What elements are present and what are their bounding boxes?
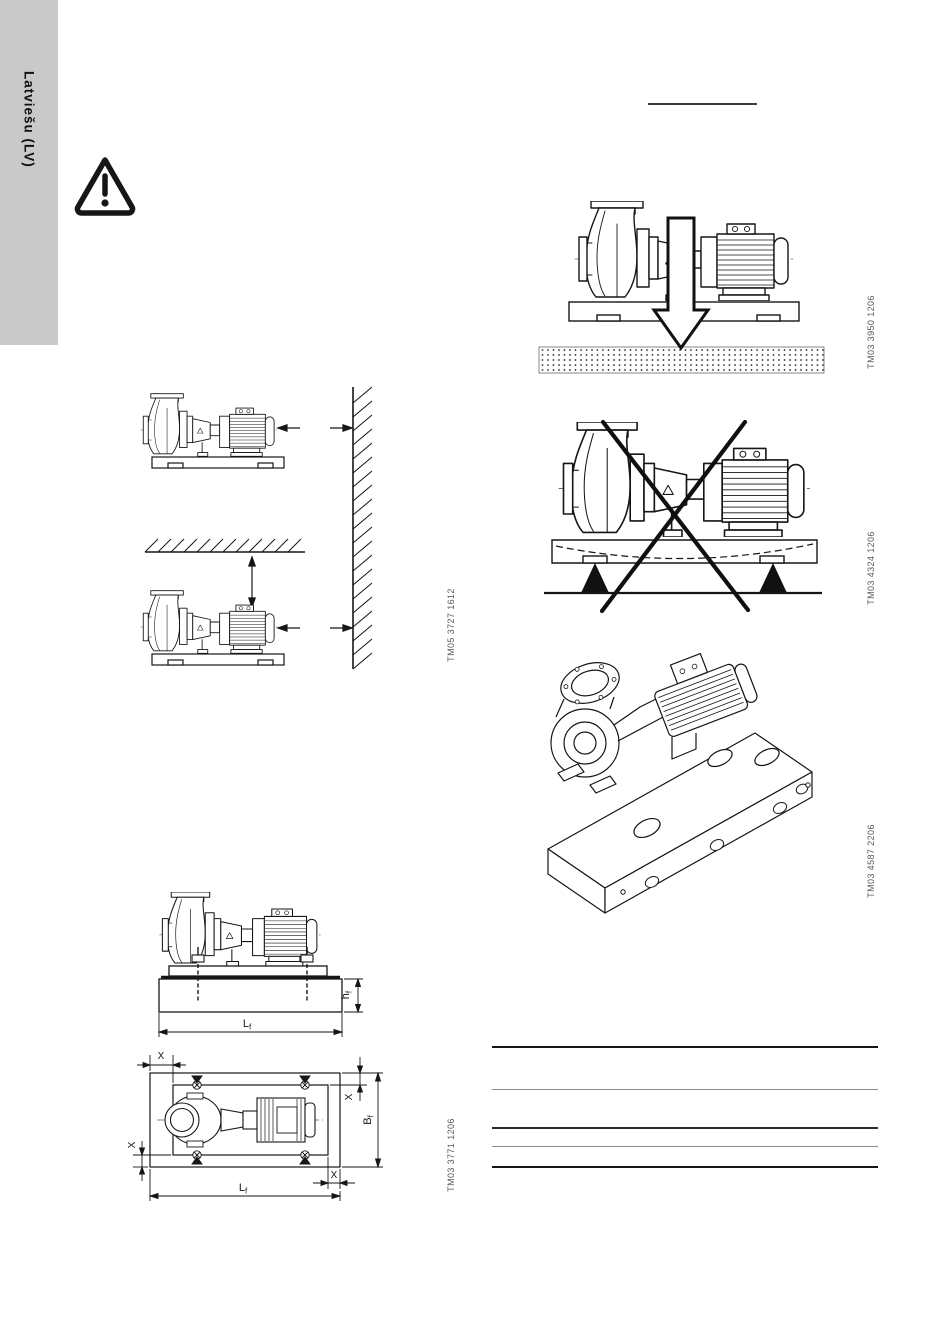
language-tab-label: Latviešu (LV) — [21, 71, 37, 168]
figure-warped-baseplate — [530, 413, 835, 619]
dim-label-lf: $L_f$ — [242, 1018, 252, 1032]
clearance-arrow-top — [278, 425, 352, 431]
dimension-lf — [150, 1169, 340, 1201]
dimension-lf — [159, 1013, 342, 1037]
language-tab — [0, 0, 58, 345]
table-rule — [492, 1146, 878, 1147]
figure-code: TM03 4324 1206 — [866, 531, 876, 605]
dim-label-x: X — [344, 1093, 355, 1101]
figure-foundation-side — [125, 885, 380, 1043]
ceiling-hatch — [145, 539, 305, 552]
figure-foundation-plan — [125, 1045, 393, 1207]
pump-top-view — [157, 1093, 323, 1147]
dim-label-lf: $L_f$ — [238, 1182, 248, 1196]
foundation-block — [159, 979, 342, 1012]
dim-label-x: X — [127, 1141, 138, 1149]
dimension-hf — [340, 979, 363, 1012]
pump-bottom-drawing — [141, 591, 284, 665]
dimension-x-top-left — [137, 1051, 186, 1083]
figure-lowering — [535, 188, 837, 376]
figure-code: TM03 3950 1206 — [866, 295, 876, 369]
table-rule — [492, 1127, 878, 1129]
dim-label-bf: $B_f$ — [362, 1115, 376, 1125]
dim-label-hf: $h_f$ — [340, 990, 354, 1000]
dim-label-x: X — [157, 1051, 165, 1062]
wall-hatch — [353, 387, 372, 669]
dimension-bf — [342, 1073, 383, 1167]
table-rule — [492, 1046, 878, 1048]
figure-code: TM03 4587 2206 — [866, 824, 876, 898]
table-rule — [492, 1089, 878, 1090]
clearance-arrow-bottom — [278, 625, 352, 631]
dimension-x-top-right — [330, 1057, 367, 1101]
figure-code: TM03 3771 1206 — [446, 1118, 456, 1192]
warped-plate — [552, 540, 817, 563]
foundation-strip — [539, 347, 824, 373]
figure-baseplate-isometric — [540, 645, 890, 923]
clearance-arrow-vertical — [249, 557, 255, 607]
table-rule — [492, 1166, 878, 1168]
figure-code: TM05 3727 1612 — [446, 588, 456, 662]
pump-drawing — [559, 422, 810, 537]
dimension-x-bottom-right — [313, 1157, 355, 1189]
pump-drawing — [159, 892, 327, 976]
inline-link-underline[interactable] — [648, 103, 757, 105]
dim-label-x: X — [330, 1170, 338, 1181]
down-arrow-icon — [654, 218, 708, 348]
dimension-x-bottom-left — [127, 1141, 171, 1181]
support-wedges — [581, 563, 787, 593]
warning-triangle-icon — [73, 155, 137, 217]
pump-top-drawing — [141, 394, 284, 468]
figure-wall-clearance — [125, 383, 387, 675]
